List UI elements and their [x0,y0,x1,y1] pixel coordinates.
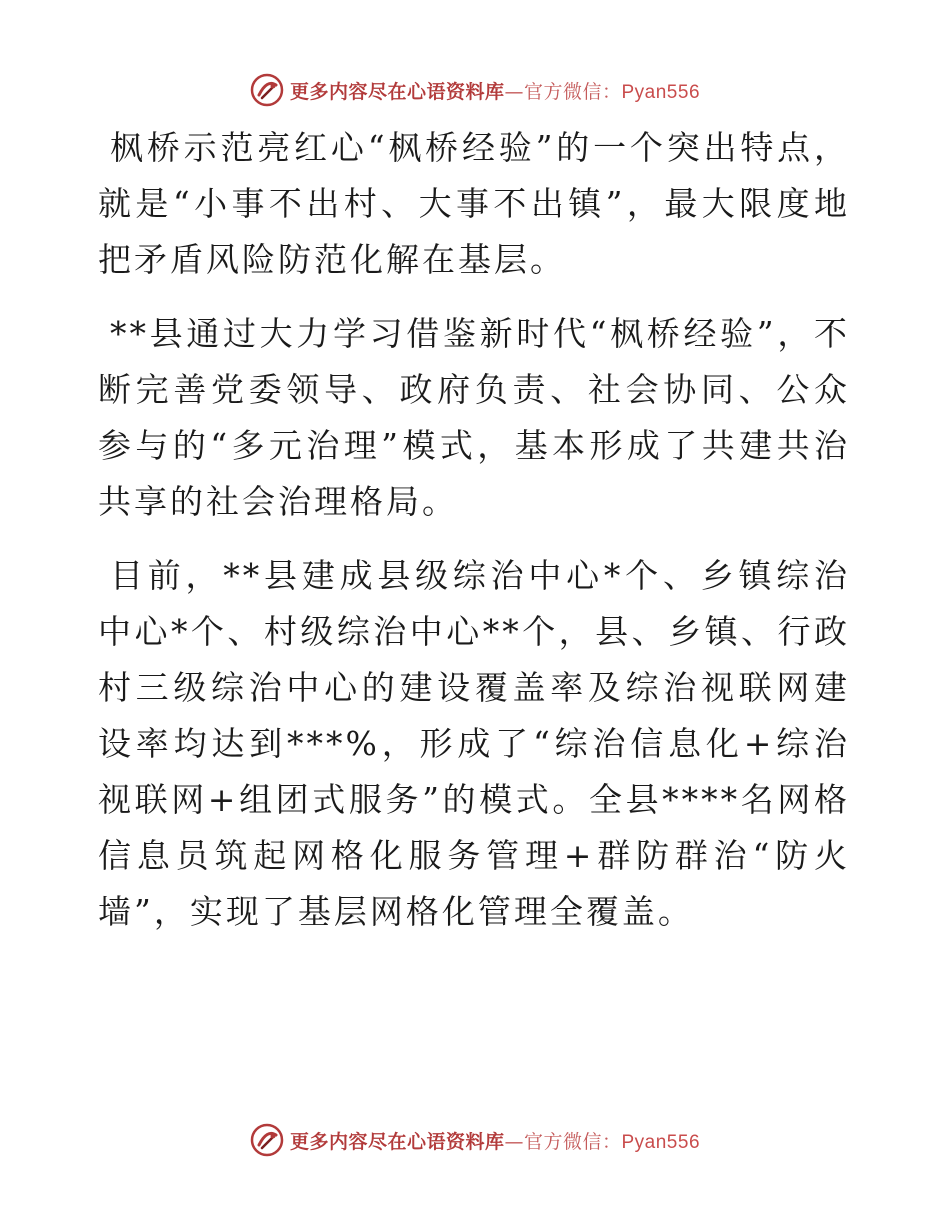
header-banner-wechat: 官方微信： [523,80,622,103]
paragraph-2: **县通过大力学习借鉴新时代“枫桥经验”，不断完善党委领导、政府负责、社会协同、公众参与的“多元治理”模式，基本形成了共建共治共享的社会治理格局。 [98,314,850,521]
paragraph-3: 目前，**县建成县级综治中心*个、乡镇综治中心*个、村级综治中心**个，县、乡镇、行政村三级综治中心的建设覆盖率及综治视联网建设率均达到***%，形成了“综治信息化+综治视联网+组团式服务”的模式。全县****名网格信息员筑起网格化服务管理+群防群治“防火墙”，实现了基层网格化管理全覆盖。 [98,556,850,931]
header-banner-text [290,77,700,104]
header-banner-sep: — [504,80,524,103]
footer-banner-text [290,1127,700,1154]
footer-banner-main: 更多内容尽在心语资料库 [289,1130,505,1153]
seal-logo-icon [250,73,284,107]
header-banner-main: 更多内容尽在心语资料库 [289,80,505,103]
footer-banner-wechat: 官方微信： [523,1130,622,1153]
header-banner-id: Pyan556 [621,81,701,103]
footer-banner [0,1120,950,1160]
footer-banner-id: Pyan556 [621,1131,701,1153]
header-banner [0,70,950,110]
footer-banner-sep: — [504,1130,524,1153]
document-body [98,120,850,958]
seal-logo-icon [250,1123,284,1157]
paragraph-1: 枫桥示范亮红心“枫桥经验”的一个突出特点，就是“小事不出村、大事不出镇”，最大限度地把矛盾风险防范化解在基层。 [98,128,850,279]
